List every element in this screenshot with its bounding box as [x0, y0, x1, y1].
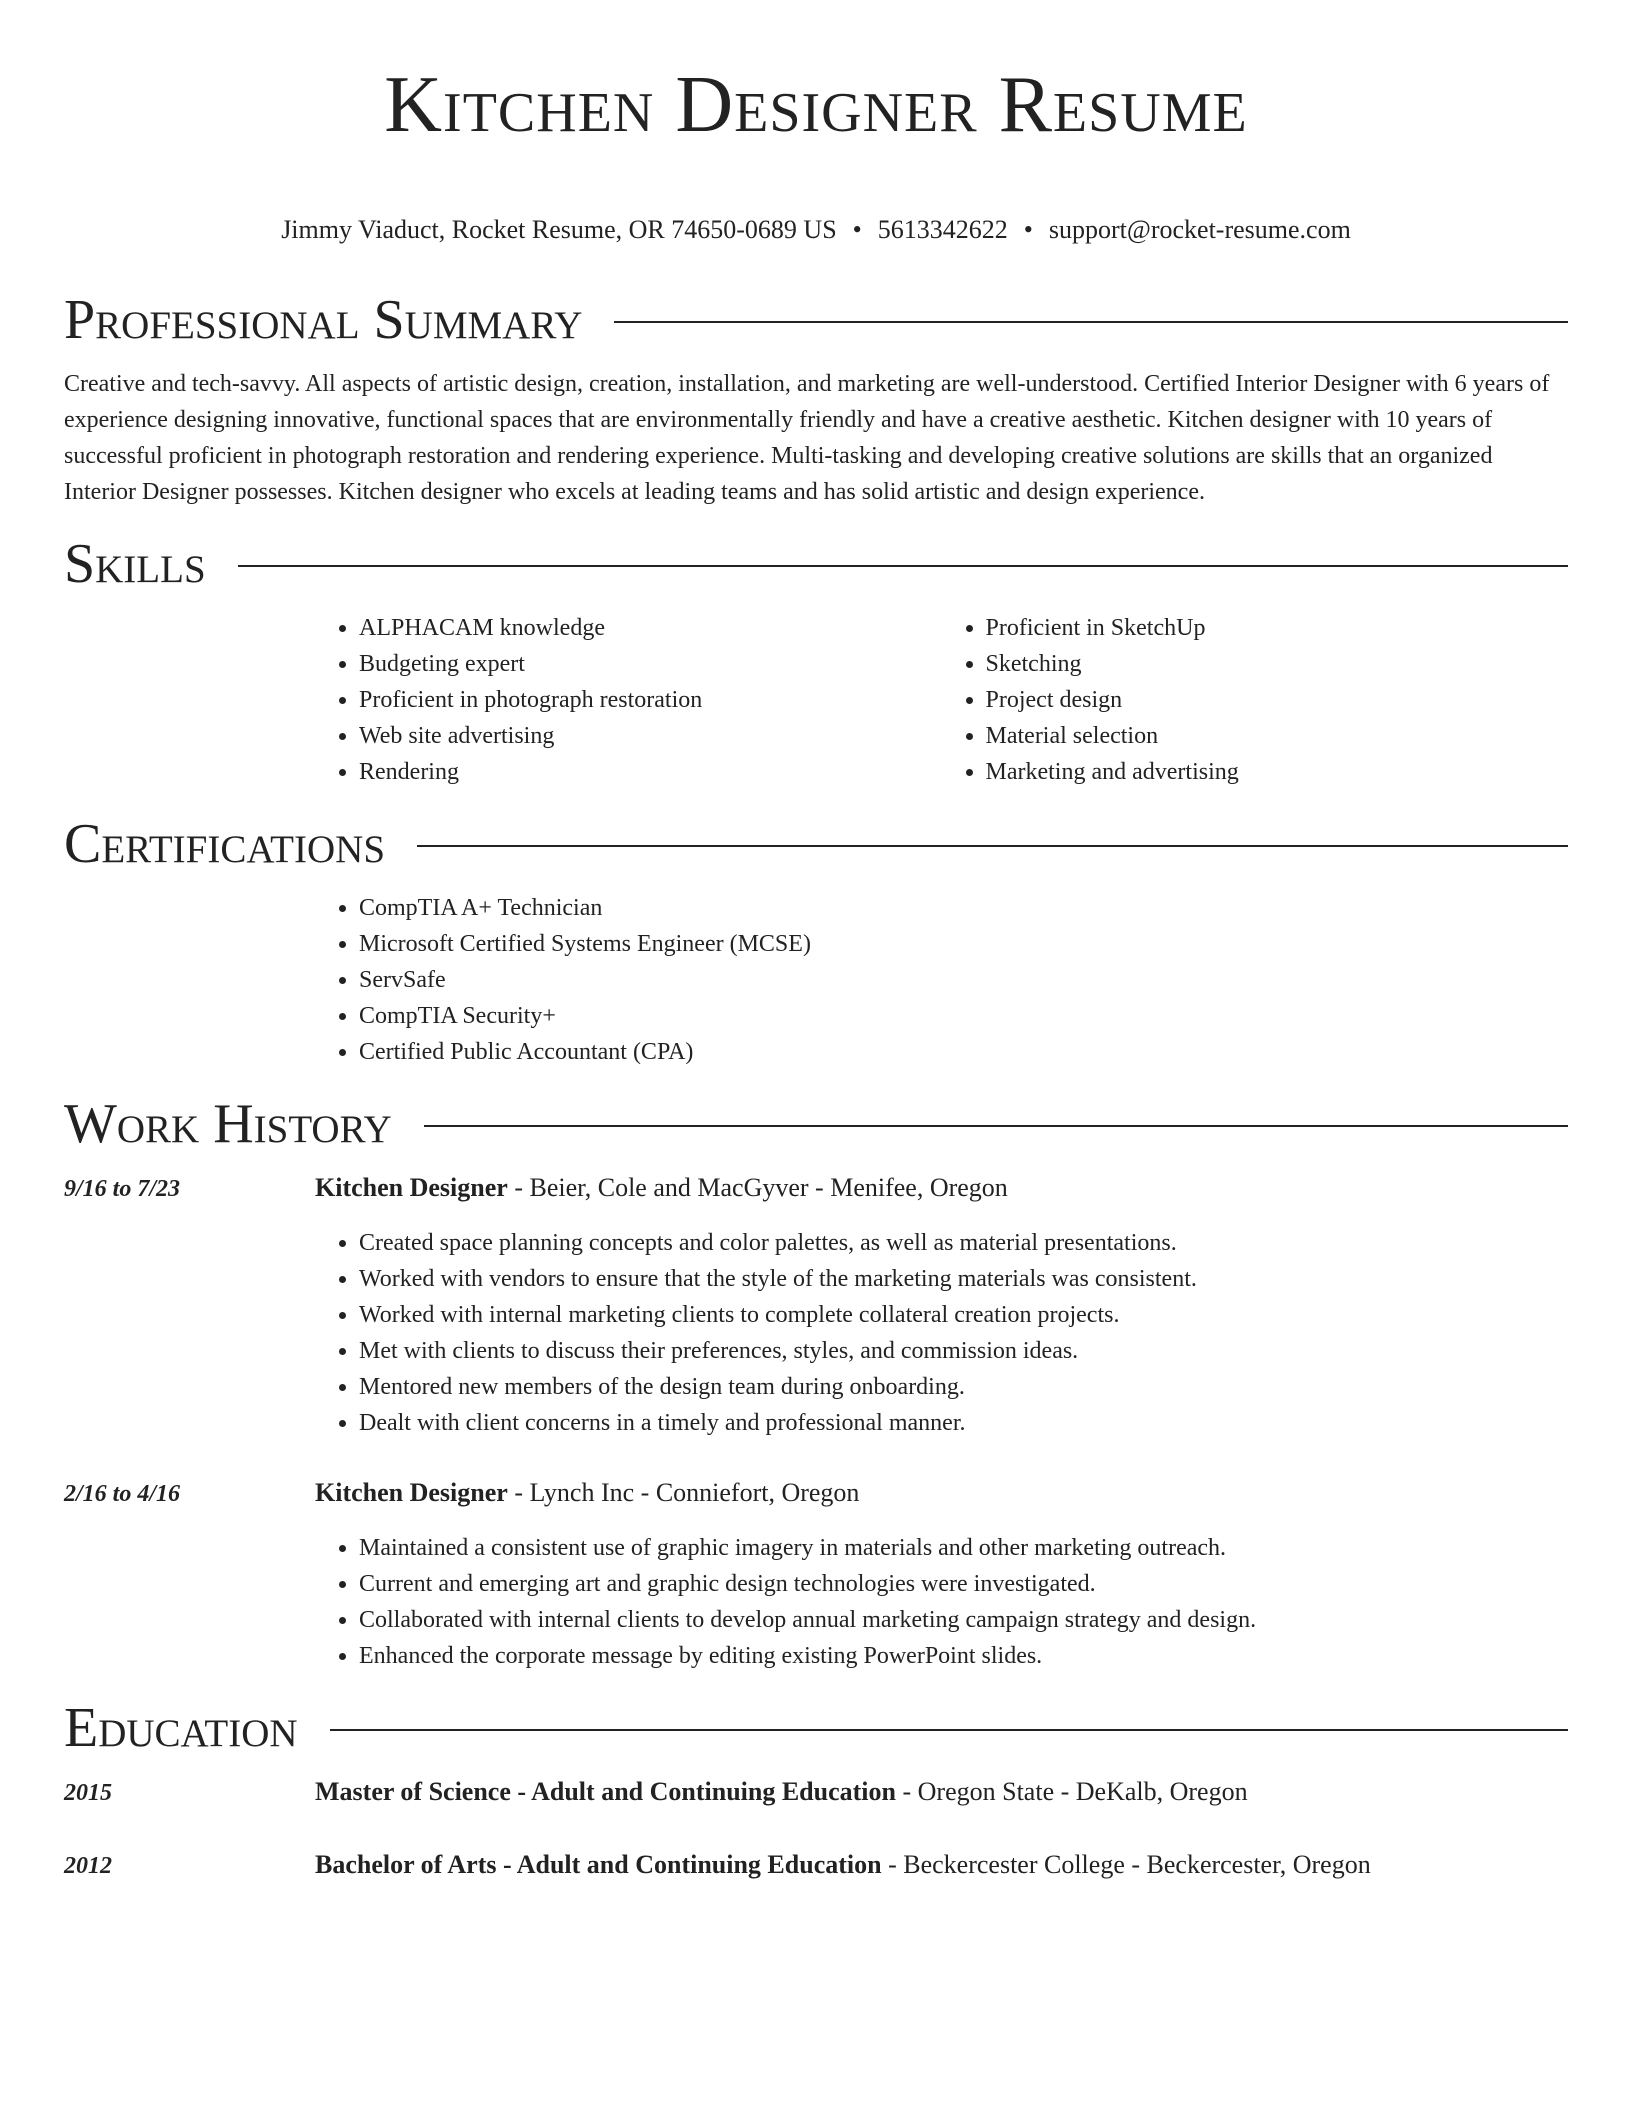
- job-role: [315, 1475, 859, 1511]
- education-degree-line: [315, 1847, 1371, 1883]
- certifications-section: [64, 812, 1568, 1070]
- job-details: - Lynch Inc - Conniefort, Oregon: [507, 1478, 860, 1507]
- skills-list-right: [942, 610, 1569, 790]
- certification-item: • CompTIA A+ Technician: [359, 890, 1568, 926]
- contact-separator: •: [852, 215, 862, 244]
- education-section: [64, 1696, 1568, 1884]
- skill-item: • Project design: [986, 682, 1569, 718]
- contact-email: support@rocket-resume.com: [1048, 215, 1351, 244]
- education-heading: Education: [64, 1697, 298, 1759]
- job-bullet: • Enhanced the corporate message by editing existing PowerPoint slides.: [359, 1638, 1568, 1674]
- education-school: - Beckercester College - Beckercester, Oregon: [881, 1850, 1371, 1879]
- resume-title: Kitchen Designer Resume: [384, 61, 1248, 149]
- job-bullet: • Collaborated with internal clients to develop annual marketing campaign strategy and design.: [359, 1602, 1568, 1638]
- job-bullet: • Worked with vendors to ensure that the style of the marketing materials was consistent.: [359, 1261, 1568, 1297]
- job-header: [64, 1170, 1568, 1207]
- summary-section: [64, 288, 1568, 510]
- education-degree: Master of Science - Adult and Continuing Education: [315, 1777, 896, 1806]
- skill-item: • Proficient in SketchUp: [986, 610, 1569, 646]
- skill-item: • Proficient in photograph restoration: [359, 682, 942, 718]
- skill-item: • Sketching: [986, 646, 1569, 682]
- job-bullet: • Created space planning concepts and color palettes, as well as material presentations.: [359, 1225, 1568, 1261]
- education-degree-line: [315, 1774, 1248, 1810]
- section-divider: [424, 1125, 1568, 1127]
- certification-item: • ServSafe: [359, 962, 1568, 998]
- job-title: Kitchen Designer: [315, 1478, 508, 1507]
- job-bullet: • Mentored new members of the design team during onboarding.: [359, 1369, 1568, 1405]
- skill-item: • Material selection: [986, 718, 1569, 754]
- job-title: Kitchen Designer: [315, 1173, 508, 1202]
- section-header: [64, 812, 1568, 876]
- contact-separator: •: [1023, 215, 1033, 244]
- education-year: 2015: [64, 1780, 112, 1806]
- certifications-list: [315, 890, 1568, 1070]
- education-degree: Bachelor of Arts - Adult and Continuing Education: [315, 1850, 882, 1879]
- section-divider: [330, 1729, 1568, 1731]
- job-bullet: • Maintained a consistent use of graphic imagery in materials and other marketing outreach.: [359, 1530, 1568, 1566]
- section-header: [64, 1696, 1568, 1760]
- skill-item: • Budgeting expert: [359, 646, 942, 682]
- section-header: [64, 288, 1568, 352]
- certification-item: • CompTIA Security+: [359, 998, 1568, 1034]
- job-bullet: • Worked with internal marketing clients to complete collateral creation projects.: [359, 1297, 1568, 1333]
- section-header: [64, 532, 1568, 596]
- contact-phone: 5613342622: [877, 215, 1008, 244]
- job-bullet: • Met with clients to discuss their preferences, styles, and commission ideas.: [359, 1333, 1568, 1369]
- summary-text: Creative and tech-savvy. All aspects of artistic design, creation, installation, and marketing are well-understood. Certified Interior Designer with 6 years of experience designing innovative, functional spaces that are environmentally friendly and have a creative aesthetic. Kitchen designer with 10 years of successful proficient in photograph restoration and rendering experience. Multi-tasking and developing creative solutions are skills that an organized Interior Designer possesses. Kitchen designer who excels at leading teams and has solid artistic and design experience.: [64, 371, 1550, 505]
- job-role: [315, 1170, 1008, 1206]
- job-entry: [64, 1475, 1568, 1674]
- section-divider: [238, 565, 1568, 567]
- work-history-section: [64, 1092, 1568, 1674]
- education-school: - Oregon State - DeKalb, Oregon: [895, 1777, 1248, 1806]
- certification-item: • Certified Public Accountant (CPA): [359, 1034, 1568, 1070]
- education-year: 2012: [64, 1853, 112, 1879]
- job-bullet: • Current and emerging art and graphic design technologies were investigated.: [359, 1566, 1568, 1602]
- section-divider: [614, 321, 1568, 323]
- job-dates: 2/16 to 4/16: [64, 1481, 181, 1507]
- skill-item: • Marketing and advertising: [986, 754, 1569, 790]
- section-divider: [417, 845, 1568, 847]
- job-bullet: • Dealt with client concerns in a timely and professional manner.: [359, 1405, 1568, 1441]
- job-details: - Beier, Cole and MacGyver - Menifee, Oregon: [507, 1173, 1008, 1202]
- summary-heading: Professional Summary: [64, 289, 583, 351]
- job-entry: [64, 1170, 1568, 1441]
- skills-list-left: [315, 610, 942, 790]
- job-header: [64, 1475, 1568, 1512]
- skill-item: • Rendering: [359, 754, 942, 790]
- skills-heading: Skills: [64, 533, 206, 595]
- section-header: [64, 1092, 1568, 1156]
- education-entry: [64, 1847, 1568, 1884]
- certification-item: • Microsoft Certified Systems Engineer (MCSE): [359, 926, 1568, 962]
- education-entry: [64, 1774, 1568, 1811]
- skills-section: [64, 532, 1568, 790]
- skill-item: • ALPHACAM knowledge: [359, 610, 942, 646]
- certifications-heading: Certifications: [64, 813, 386, 875]
- job-dates: 9/16 to 7/23: [64, 1176, 181, 1202]
- job-bullets: [315, 1530, 1568, 1674]
- job-bullets: [315, 1225, 1568, 1441]
- contact-line: [64, 214, 1568, 246]
- skills-columns: [315, 610, 1568, 790]
- work-history-heading: Work History: [64, 1093, 392, 1155]
- contact-address: Jimmy Viaduct, Rocket Resume, OR 74650-0689 US: [281, 215, 837, 244]
- skill-item: • Web site advertising: [359, 718, 942, 754]
